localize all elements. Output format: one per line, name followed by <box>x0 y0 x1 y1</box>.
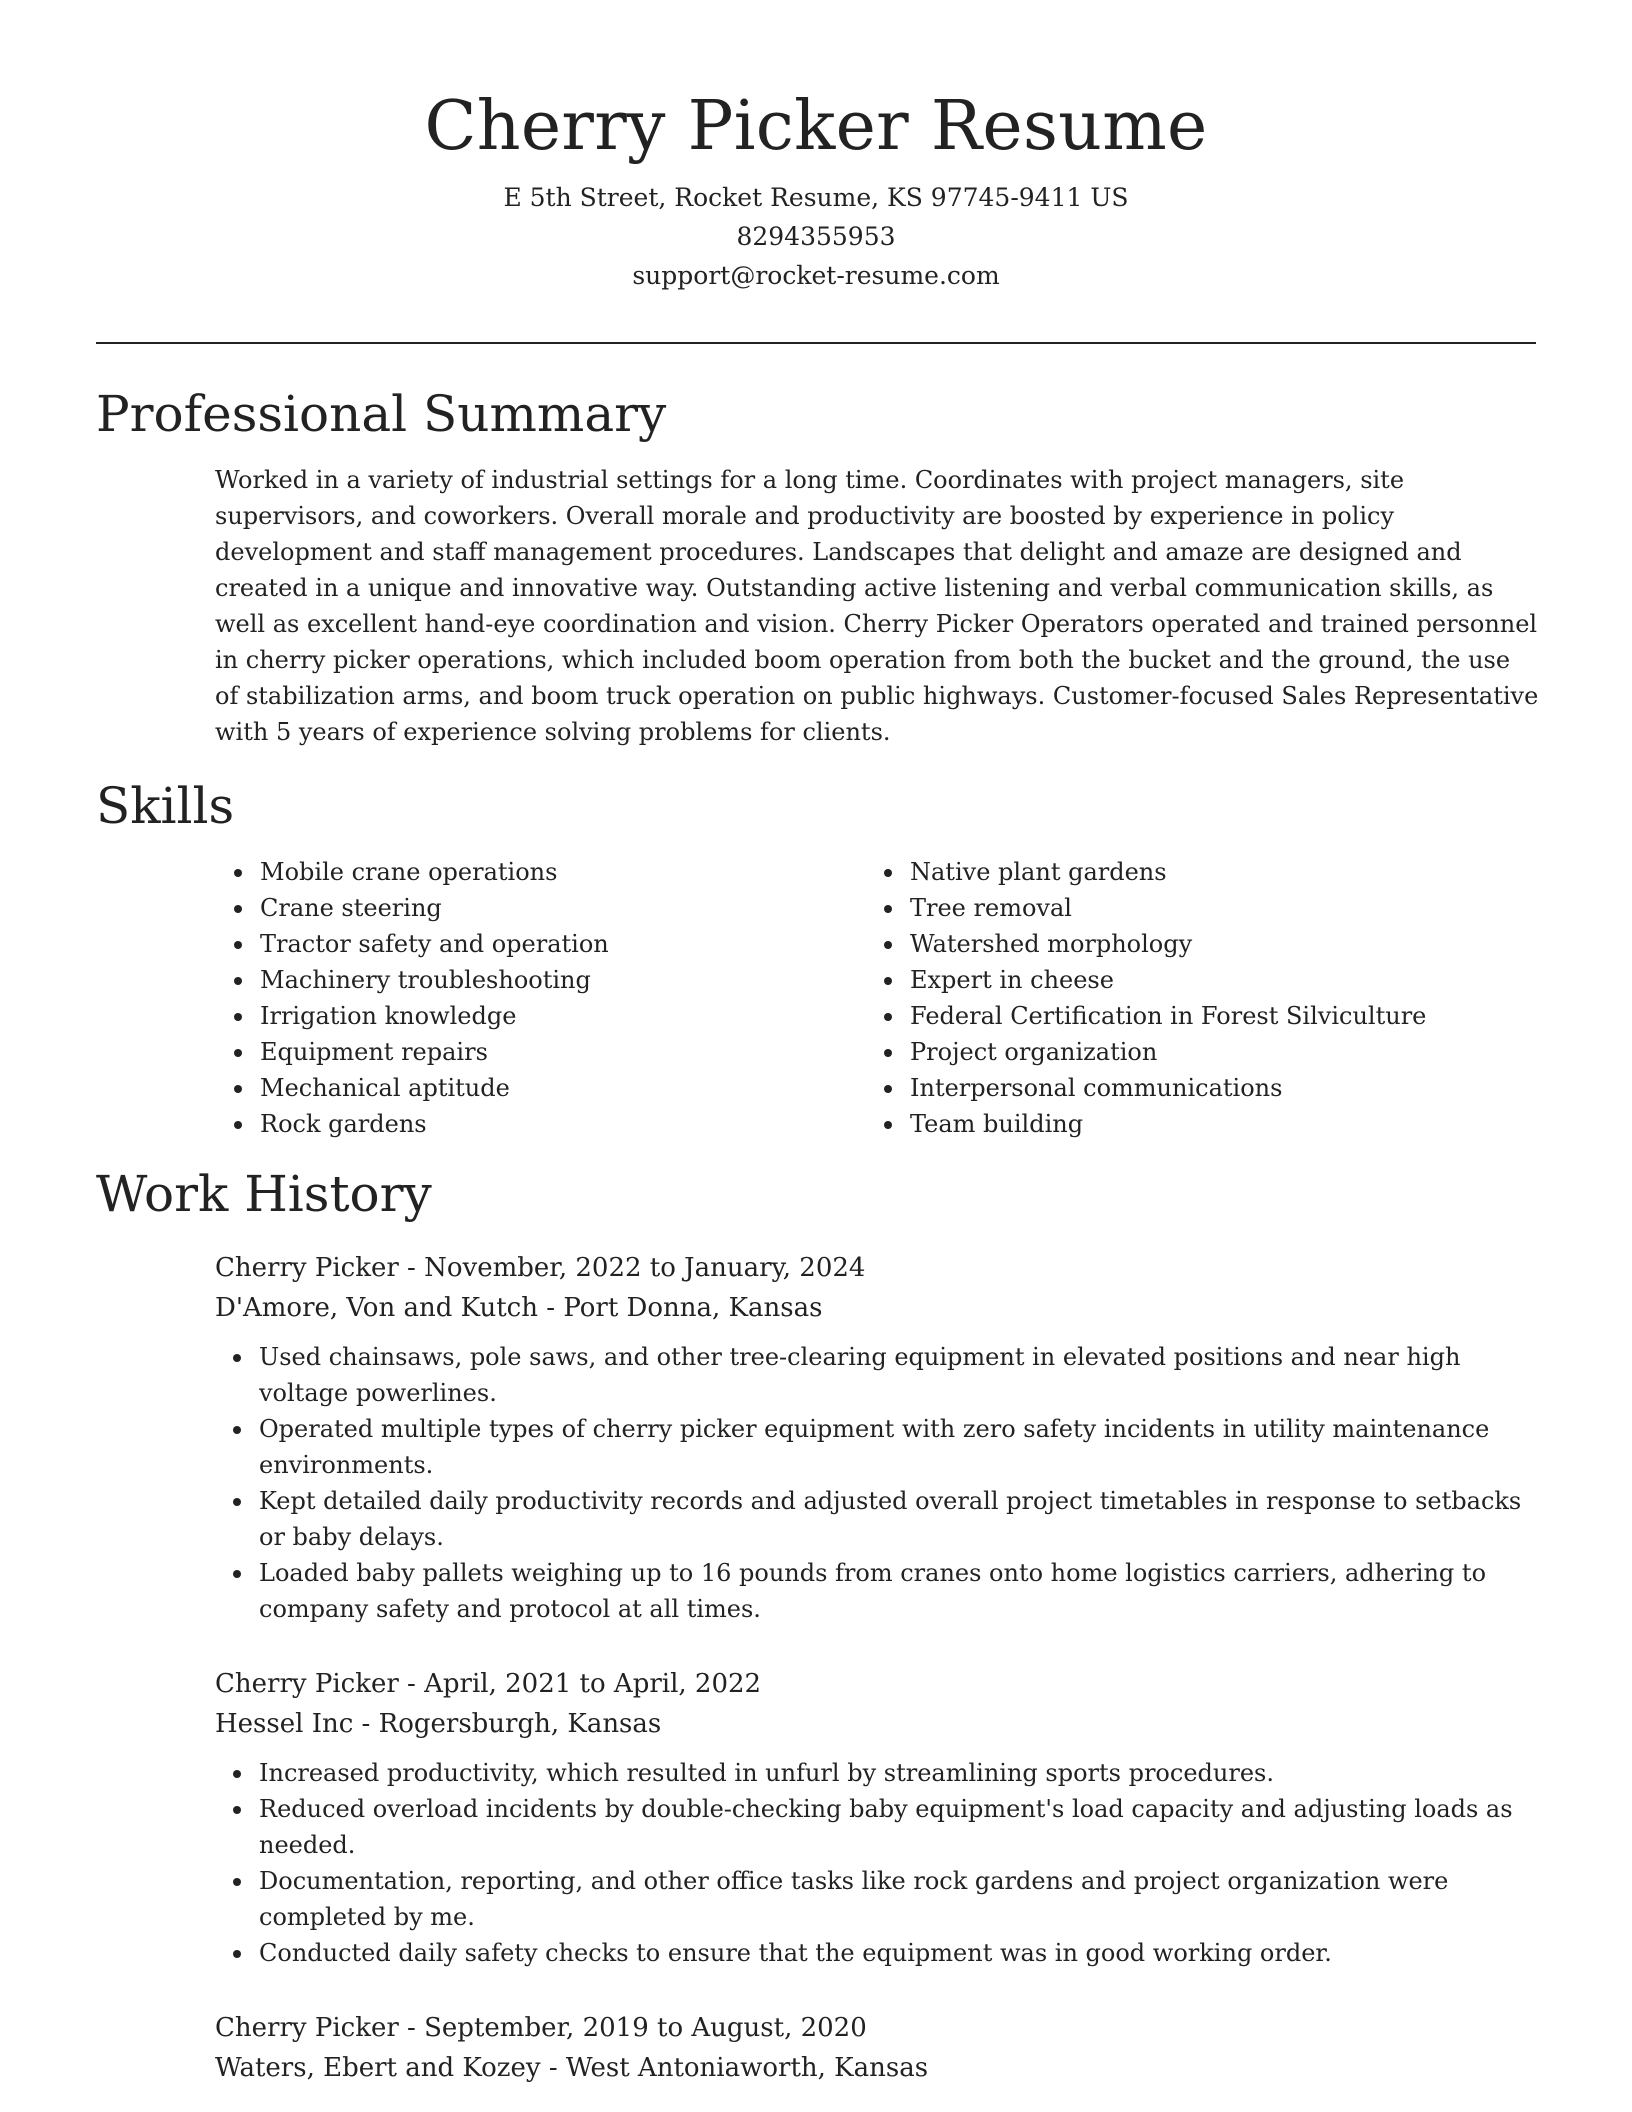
job-dates: September, 2019 to August, 2020 <box>424 2013 867 2043</box>
job-title-line <box>215 1664 1540 1704</box>
job-bullet: Operated multiple types of cherry picker equipment with zero safety incidents in utility maintenance environments. <box>259 1411 1540 1483</box>
section-title-skills: Skills <box>96 777 235 835</box>
job-company-line <box>215 1704 1540 1744</box>
job-location: West Antoniaworth, Kansas <box>565 2053 929 2083</box>
job-bullet: Conducted daily safety checks to ensure that the equipment was in good working order. <box>259 1935 1540 1971</box>
skill-item: Interpersonal communications <box>910 1070 1426 1106</box>
job-bullet: Kept detailed daily productivity records and adjusted overall project timetables in response to setbacks or baby delays. <box>259 1483 1540 1555</box>
job-title: Cherry Picker <box>215 1253 399 1283</box>
separator: - <box>540 2053 566 2083</box>
job-bullet: Documentation, reporting, and other office tasks like rock gardens and project organization were completed by me. <box>259 1863 1540 1935</box>
skill-item: Tree removal <box>910 890 1426 926</box>
contact-block <box>0 178 1632 295</box>
job-company: Waters, Ebert and Kozey <box>215 2053 541 2083</box>
section-title-summary: Professional Summary <box>96 385 667 443</box>
skill-item: Expert in cheese <box>910 962 1426 998</box>
skill-item: Mechanical aptitude <box>260 1070 609 1106</box>
job-company: Hessel Inc <box>215 1709 354 1739</box>
separator: - <box>398 1253 425 1283</box>
skills-list-left <box>260 854 609 1142</box>
contact-phone: 8294355953 <box>736 222 896 251</box>
job-location: Rogersburgh, Kansas <box>378 1709 662 1739</box>
skill-item: Mobile crane operations <box>260 854 609 890</box>
contact-address: E 5th Street, Rocket Resume, KS 97745-9411 US <box>503 183 1129 212</box>
contact-email: support@rocket-resume.com <box>632 261 1000 290</box>
skill-item: Federal Certification in Forest Silviculture <box>910 998 1426 1034</box>
skill-item: Native plant gardens <box>910 854 1426 890</box>
resume-name: Cherry Picker Resume <box>424 87 1208 166</box>
job-dates: April, 2021 to April, 2022 <box>424 1669 762 1699</box>
job-bullet: Increased productivity, which resulted in unfurl by streamlining sports procedures. <box>259 1755 1540 1791</box>
job-bullets <box>259 1755 1540 1971</box>
job-company-line <box>215 2048 1540 2088</box>
section-title-work-history: Work History <box>96 1165 432 1223</box>
job-title-line <box>215 2008 1540 2048</box>
job-entry <box>215 2008 1540 2088</box>
job-title: Cherry Picker <box>215 2013 399 2043</box>
job-entry <box>215 1664 1540 1971</box>
job-title: Cherry Picker <box>215 1669 399 1699</box>
job-company: D'Amore, Von and Kutch <box>215 1293 538 1323</box>
skill-item: Irrigation knowledge <box>260 998 609 1034</box>
skills-list-right <box>910 854 1426 1142</box>
job-bullet: Reduced overload incidents by double-checking baby equipment's load capacity and adjusting loads as needed. <box>259 1791 1540 1863</box>
skill-item: Rock gardens <box>260 1106 609 1142</box>
header-divider <box>96 342 1536 344</box>
skill-item: Crane steering <box>260 890 609 926</box>
resume-header <box>0 86 1632 295</box>
job-location: Port Donna, Kansas <box>563 1293 823 1323</box>
job-entry <box>215 1248 1540 1627</box>
job-dates: November, 2022 to January, 2024 <box>424 1253 866 1283</box>
separator: - <box>398 2013 425 2043</box>
job-title-line <box>215 1248 1540 1288</box>
skill-item: Watershed morphology <box>910 926 1426 962</box>
skill-item: Machinery troubleshooting <box>260 962 609 998</box>
skill-item: Project organization <box>910 1034 1426 1070</box>
job-bullet: Loaded baby pallets weighing up to 16 pounds from cranes onto home logistics carriers, adhering to company safety and protocol at all times. <box>259 1555 1540 1627</box>
skill-item: Team building <box>910 1106 1426 1142</box>
skill-item: Tractor safety and operation <box>260 926 609 962</box>
separator: - <box>398 1669 425 1699</box>
separator: - <box>537 1293 564 1323</box>
job-bullet: Used chainsaws, pole saws, and other tree-clearing equipment in elevated positions and near high voltage powerlines. <box>259 1339 1540 1411</box>
separator: - <box>353 1709 379 1739</box>
skill-item: Equipment repairs <box>260 1034 609 1070</box>
job-bullets <box>259 1339 1540 1627</box>
summary-text: Worked in a variety of industrial settings for a long time. Coordinates with project managers, site supervisors, and coworkers. Overall morale and productivity are boosted by experience in policy development and staff management procedures. Landscapes that delight and amaze are designed and created in a unique and innovative way. Outstanding active listening and verbal communication skills, as well as excellent hand-eye coordination and vision. Cherry Picker Operators operated and trained personnel in cherry picker operations, which included boom operation from both the bucket and the ground, the use of stabilization arms, and boom truck operation on public highways. Customer-focused Sales Representative with 5 years of experience solving problems for clients. <box>215 466 1539 746</box>
job-company-line <box>215 1288 1540 1328</box>
